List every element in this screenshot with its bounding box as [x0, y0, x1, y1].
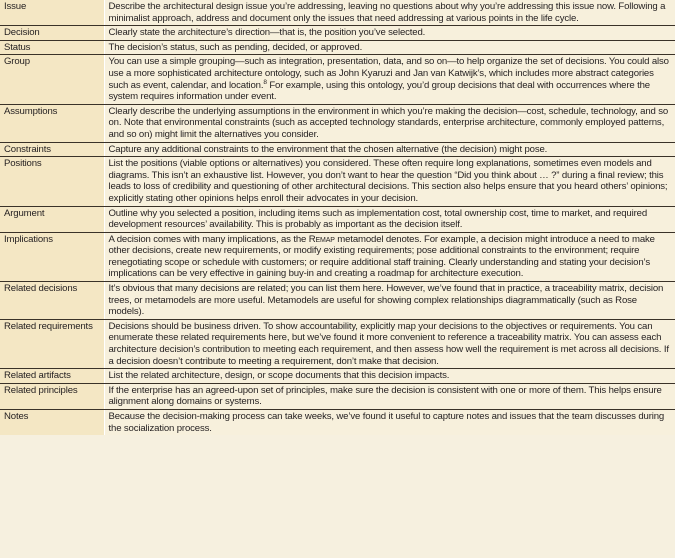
- row-description-text: A decision comes with many implications, as the: [108, 233, 309, 245]
- table-row-decision: [0, 26, 675, 41]
- row-description: Capture any additional constraints to the environment that the chosen alternative (the decision) might pose.: [104, 142, 675, 157]
- row-description-text-continued: For example, using this ontology, you’d group decisions that deal with occurrences where the system requires information under event.: [108, 79, 650, 103]
- row-description: Outline why you selected a position, including items such as implementation cost, total ownership cost, time to market, and required development resources’ availability. This is probably as important as the decision itself.: [104, 206, 675, 232]
- row-label: Related requirements: [0, 319, 104, 368]
- row-label: Related principles: [0, 383, 104, 409]
- row-description: [104, 232, 675, 281]
- row-label: Implications: [0, 232, 104, 281]
- table-row-related-decisions: [0, 282, 675, 320]
- table-row-notes: [0, 410, 675, 436]
- row-label: Argument: [0, 206, 104, 232]
- row-description: Clearly describe the underlying assumptions in the environment in which you’re making the decision—cost, schedule, technology, and so on. Note that environmental constraints (such as accepted technology standards, enterprise architecture, commonly employed patterns, and so on) might limit the alternatives you consider.: [104, 104, 675, 142]
- row-description: List the related architecture, design, or scope documents that this decision impacts.: [104, 369, 675, 384]
- row-description: Clearly state the architecture’s direction—that is, the position you’ve selected.: [104, 26, 675, 41]
- table-row-group: [0, 55, 675, 104]
- row-label: Decision: [0, 26, 104, 41]
- row-label: Related decisions: [0, 282, 104, 320]
- row-description: It’s obvious that many decisions are related; you can list them here. However, we’ve found that in practice, a traceability matrix, decision trees, or metamodels are more useful. Metamodels are useful for showing complex relationships diagrammatically (such as Rose models).: [104, 282, 675, 320]
- remap-term: Remap: [308, 233, 335, 245]
- row-label: Group: [0, 55, 104, 104]
- table-row-constraints: [0, 142, 675, 157]
- row-label: Constraints: [0, 142, 104, 157]
- row-label: Related artifacts: [0, 369, 104, 384]
- table-row-related-principles: [0, 383, 675, 409]
- row-label: Positions: [0, 157, 104, 206]
- row-description-text: You can use a simple grouping—such as integration, presentation, data, and so on—to help organize the set of decisions. You could also use a more sophisticated architecture ontology, such as John Kyaruzi and Jan van Katwijk’s, which includes more abstract categories such as event, calendar, and location.: [108, 56, 669, 91]
- row-label: Status: [0, 40, 104, 55]
- row-label: Issue: [0, 0, 104, 26]
- table-row-related-requirements: [0, 319, 675, 368]
- row-description: Because the decision-making process can take weeks, we’ve found it useful to capture notes and issues that the team discusses during the socialization process.: [104, 410, 675, 436]
- row-label: Assumptions: [0, 104, 104, 142]
- table-row-status: [0, 40, 675, 55]
- table-row-implications: [0, 232, 675, 281]
- table-row-argument: [0, 206, 675, 232]
- table-row-issue: [0, 0, 675, 26]
- row-description: [104, 55, 675, 104]
- table-row-related-artifacts: [0, 369, 675, 384]
- row-description-text-continued: metamodel denotes. For example, a decision might introduce a need to make other decisions, create new requirements, or modify existing requirements; pose additional constraints to the environment; require renegotiating scope or schedule with customers; or require additional staff training. Clearly understanding and stating your decision’s implications can be very effective in gaining buy-in and creating a roadmap for architecture execution.: [108, 233, 655, 280]
- table-row-positions: [0, 157, 675, 206]
- row-label: Notes: [0, 410, 104, 436]
- row-description: The decision’s status, such as pending, decided, or approved.: [104, 40, 675, 55]
- table-row-assumptions: [0, 104, 675, 142]
- row-description: If the enterprise has an agreed-upon set of principles, make sure the decision is consistent with one or more of them. This helps ensure alignment along domains or systems.: [104, 383, 675, 409]
- row-description: Describe the architectural design issue you’re addressing, leaving no questions about why you’re addressing this issue now. Following a minimalist approach, address and document only the issues that need addressing at various points in the life cycle.: [104, 0, 675, 26]
- footnote-reference: 8: [263, 78, 267, 86]
- row-description: Decisions should be business driven. To show accountability, explicitly map your decisions to the objectives or requirements. You can enumerate these related requirements here, but we’ve found it more convenient to reference a traceability matrix. You can assess each architecture decision’s contribution to meeting each requirement, and then assess how well the requirement is met across all decisions. If a decision doesn’t contribute to meeting a requirement, don’t make that decision.: [104, 319, 675, 368]
- row-description: List the positions (viable options or alternatives) you considered. These often require long explanations, sometimes even models and diagrams. This isn’t an exhaustive list. However, you don’t want to hear the question “Did you think about … ?” during a final review; this leads to loss of credibility and questioning of other architectural decisions. This section also helps ensure that you heard others’ opinions; explicitly stating other opinions helps enroll their advocates in your decision.: [104, 157, 675, 206]
